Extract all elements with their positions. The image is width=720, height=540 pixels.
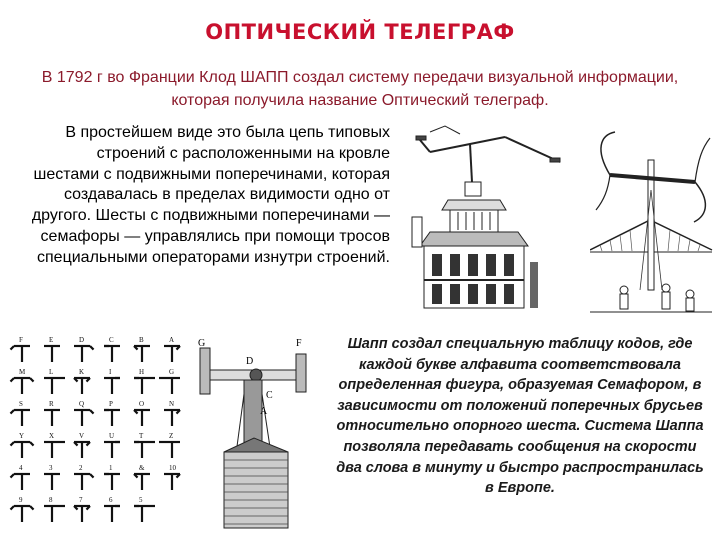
code-sign	[164, 474, 180, 490]
code-label: 3	[49, 464, 53, 472]
code-label: X	[49, 432, 55, 440]
code-label: Q	[79, 400, 85, 408]
code-label: U	[109, 432, 115, 440]
code-sign	[74, 378, 90, 394]
code-label: S	[19, 400, 23, 408]
code-sign	[134, 346, 150, 362]
code-label: E	[49, 336, 54, 344]
code-sign	[159, 378, 180, 394]
label-g: G	[198, 338, 206, 349]
code-sign	[44, 442, 65, 458]
code-sign	[44, 506, 65, 522]
description-text: В простейшем виде это была цепь типовых строений с расположенными на кровле шестами с подвижными поперечинами, которая создавалась в пределах видимости одно от другого. Шесты с подвижными поперечинами — семафоры — управлялись при помощи тросов специальными операторами изнутри строений.	[31, 124, 390, 266]
code-label: I	[109, 368, 112, 376]
code-label: 7	[79, 496, 83, 504]
code-sign	[134, 410, 150, 426]
code-label: 2	[79, 464, 83, 472]
code-sign	[74, 346, 94, 362]
semaphore-interior-illustration	[590, 130, 715, 315]
code-label: 1	[109, 464, 113, 472]
label-d: D	[246, 356, 254, 367]
code-label: K	[79, 368, 85, 376]
code-sign	[134, 474, 150, 490]
code-sign	[10, 346, 30, 362]
code-label: D	[79, 336, 85, 344]
page-title: ОПТИЧЕСКИЙ ТЕЛЕГРАФ	[205, 20, 515, 44]
code-label: Z	[169, 432, 174, 440]
code-sign	[164, 410, 180, 426]
code-label: F	[19, 336, 23, 344]
code-sign	[134, 378, 155, 394]
label-f: F	[296, 338, 302, 349]
code-sign	[164, 346, 180, 362]
code-sign	[104, 474, 120, 490]
code-label: 5	[139, 496, 143, 504]
code-label: P	[109, 400, 113, 408]
code-sign	[134, 506, 155, 522]
code-label: 8	[49, 496, 53, 504]
label-c: C	[266, 390, 273, 401]
code-sign	[10, 378, 33, 394]
codes-text: Шапп создал специальную таблицу кодов, где каждой букве алфавита соответствовала определенная фигура, образуемая Семафором, в зависимости от положений поперечных брусьев относительно опорного шеста. Система Шаппа позволяла передавать сообщения на скорости два слова в минуту и быстро распространилась в Европе.	[336, 336, 704, 497]
code-sign	[104, 346, 120, 362]
intro-text: В 1792 г во Франции Клод ШАПП создал систему передачи визуальной информации, которая получила название Оптический телеграф.	[41, 69, 679, 109]
code-label: N	[169, 400, 175, 408]
code-label: G	[169, 368, 175, 376]
code-sign	[74, 474, 94, 490]
code-sign	[104, 506, 120, 522]
code-label: T	[139, 432, 144, 440]
code-label: R	[49, 400, 54, 408]
code-sign	[74, 410, 94, 426]
code-label: C	[109, 336, 114, 344]
code-sign	[159, 442, 180, 458]
code-label: A	[169, 336, 175, 344]
code-label: 4	[19, 464, 23, 472]
code-sign	[44, 410, 60, 426]
code-label: B	[139, 336, 144, 344]
code-label: Y	[19, 432, 25, 440]
code-sign	[104, 410, 120, 426]
code-label: M	[19, 368, 26, 376]
code-sign	[10, 506, 33, 522]
code-sign	[74, 442, 90, 458]
code-sign	[74, 506, 90, 522]
code-sign	[104, 442, 120, 458]
code-sign	[10, 442, 33, 458]
code-sign	[10, 474, 30, 490]
label-a: A	[260, 406, 268, 417]
code-sign	[44, 378, 65, 394]
code-label: 9	[19, 496, 23, 504]
code-label: L	[49, 368, 54, 376]
code-sign	[10, 410, 30, 426]
code-sign	[44, 474, 60, 490]
telegraph-building-illustration	[410, 122, 585, 312]
semaphore-code-table	[8, 330, 198, 530]
code-label: &	[139, 464, 145, 472]
code-sign	[104, 378, 120, 394]
code-label: H	[139, 368, 145, 376]
code-sign	[134, 442, 155, 458]
code-label: 6	[109, 496, 113, 504]
code-label: V	[79, 432, 85, 440]
code-sign	[44, 346, 60, 362]
semaphore-diagram	[196, 334, 316, 529]
code-label: 10	[169, 464, 176, 472]
code-label: O	[139, 400, 145, 408]
